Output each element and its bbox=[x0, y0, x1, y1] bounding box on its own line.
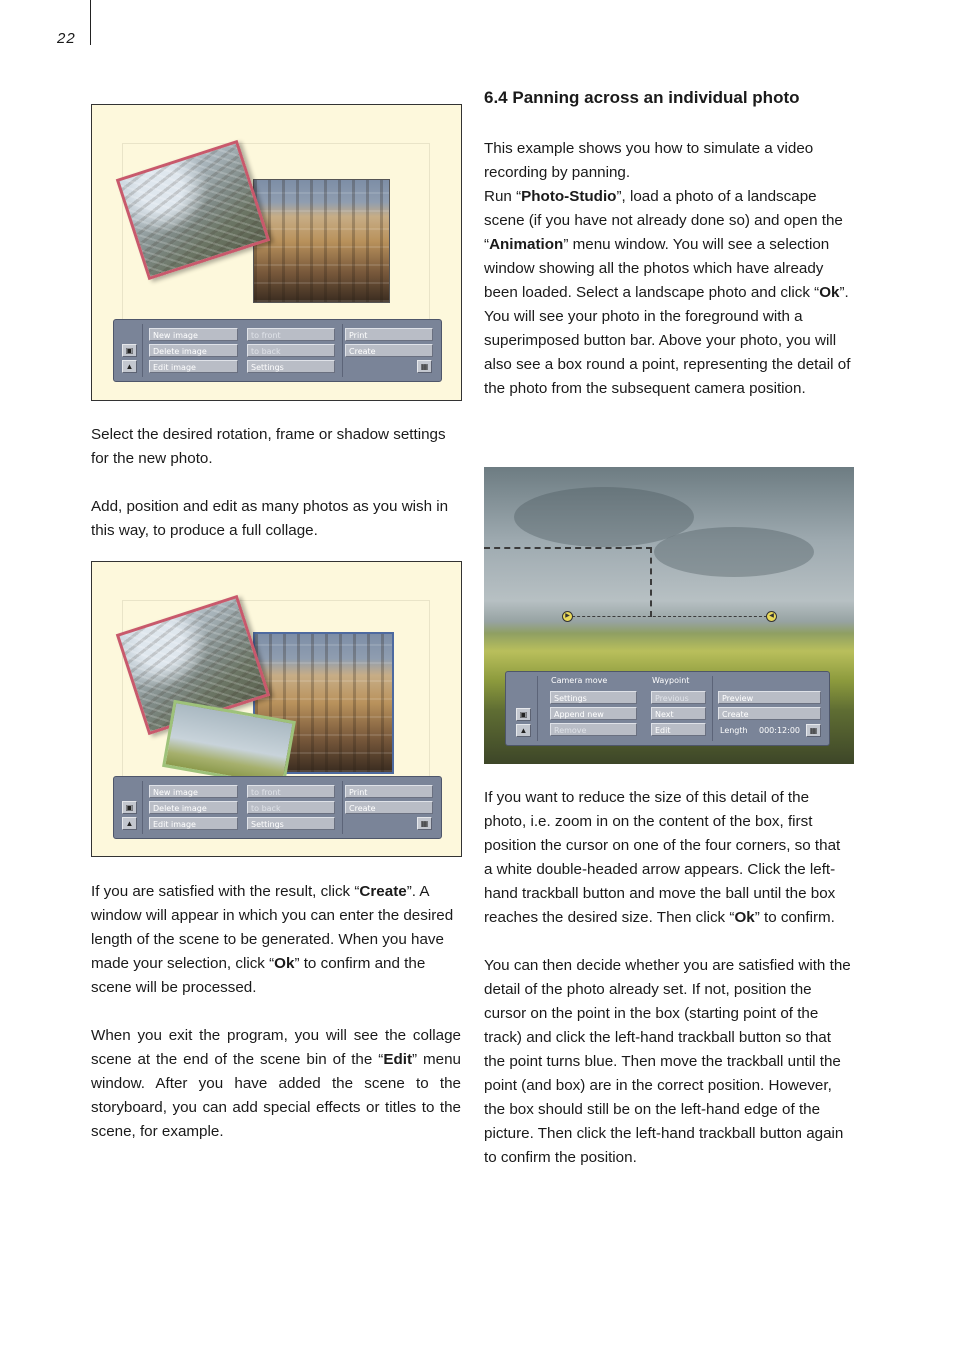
edit-button[interactable]: Edit bbox=[651, 723, 706, 736]
paragraph-exit: When you exit the program, you will see the collage scene at the end of the scene bin of the “Edit” menu window. After you have added the scene to the storyboard, you can add special effects or titles to the scene, for example. bbox=[91, 1027, 461, 1140]
building-photo bbox=[253, 179, 390, 303]
collage-toolbar bbox=[113, 776, 442, 839]
animation-toolbar bbox=[505, 671, 830, 746]
play-marker-icon[interactable]: ▶ bbox=[562, 611, 573, 622]
square-icon[interactable]: ▣ bbox=[122, 801, 137, 814]
delete-image-button[interactable]: Delete image bbox=[149, 801, 238, 814]
to-back-button[interactable]: to back bbox=[247, 344, 335, 357]
next-button[interactable]: Next bbox=[651, 707, 706, 720]
camera-move-label: Camera move bbox=[551, 676, 608, 685]
settings-button[interactable]: Settings bbox=[247, 817, 335, 830]
length-value[interactable]: 000:12:00 bbox=[759, 726, 801, 735]
grid-icon[interactable]: ▦ bbox=[417, 817, 432, 830]
toolbar-separator bbox=[537, 676, 538, 741]
paragraph-rotation: Select the desired rotation, frame or shadow settings for the new photo. bbox=[91, 426, 446, 467]
arrows-icon[interactable]: ▲ bbox=[122, 817, 137, 830]
to-front-button[interactable]: to front bbox=[247, 328, 335, 341]
to-front-button[interactable]: to front bbox=[247, 785, 335, 798]
section-title: 6.4 Panning across an individual photo bbox=[484, 88, 800, 107]
right-text-bottom bbox=[484, 786, 852, 1170]
header-rule bbox=[90, 0, 91, 45]
collage-screenshot-2 bbox=[91, 561, 462, 857]
paragraph-create: If you are satisfied with the result, click “Create”. A window will appear in which you can enter the desired length of the scene to be generated. When you have made your selection, click “Ok” to confirm and the scene will be processed. bbox=[91, 883, 454, 996]
preview-button[interactable]: Preview bbox=[718, 691, 821, 704]
ok-keyword: Ok bbox=[819, 284, 840, 301]
collage-toolbar bbox=[113, 319, 442, 382]
paragraph-intro: This example shows you how to simulate a video recording by panning. Run “Photo-Studio”, load a photo of a landscape scene (if you have not already done so) and open the “Animation” menu window. You will see a selection window showing all the photos which have already been loaded. Select a landscape photo and click “Ok”. You will see your photo in the foreground with a superimposed button bar. Above your photo, you will also see a box round a point, representing the detail of the photo from the subsequent camera position. bbox=[484, 140, 851, 397]
toolbar-separator bbox=[342, 324, 343, 377]
print-button[interactable]: Print bbox=[345, 328, 433, 341]
create-button[interactable]: Create bbox=[345, 344, 433, 357]
edit-image-button[interactable]: Edit image bbox=[149, 817, 238, 830]
right-text-intro bbox=[484, 137, 852, 401]
remove-button[interactable]: Remove bbox=[550, 723, 637, 736]
page-number: 22 bbox=[57, 30, 76, 47]
previous-button[interactable]: Previous bbox=[651, 691, 706, 704]
new-image-button[interactable]: New image bbox=[149, 785, 238, 798]
arrows-icon[interactable]: ▲ bbox=[122, 360, 137, 373]
square-icon[interactable]: ▣ bbox=[122, 344, 137, 357]
paragraph-collage: Add, position and edit as many photos as you wish in this way, to produce a full collage. bbox=[91, 498, 449, 539]
paragraph-zoom: If you want to reduce the size of this detail of the photo, i.e. zoom in on the content of the box, first position the cursor on one of the four corners, so that a white double-headed arrow appears. Click the left-hand trackball button and move the ball until the box reaches the desired size. Then click “Ok” to confirm. bbox=[484, 789, 841, 926]
waypoint-label: Waypoint bbox=[652, 676, 690, 685]
length-label: Length bbox=[720, 726, 748, 735]
edit-image-button[interactable]: Edit image bbox=[149, 360, 238, 373]
edit-keyword: Edit bbox=[383, 1051, 412, 1068]
back-marker-icon[interactable]: ◀ bbox=[766, 611, 777, 622]
animation-screenshot bbox=[484, 467, 854, 764]
camera-detail-box bbox=[484, 547, 652, 617]
left-text-bottom bbox=[91, 880, 461, 1144]
grid-icon[interactable]: ▦ bbox=[806, 724, 821, 737]
photo-studio-keyword: Photo-Studio bbox=[521, 188, 617, 205]
ok-keyword: Ok bbox=[274, 955, 295, 972]
paragraph-track: You can then decide whether you are satisfied with the detail of the photo already set. If not, position the cursor on the point in the box (starting point of the track) and click the left-hand trackball button so that the point turns blue. Then move the trackball until the point (and box) are in the correct position. However, the box should still be on the left-hand edge of the picture. Then click the left-hand trackball button again to confirm the position. bbox=[484, 957, 851, 1166]
delete-image-button[interactable]: Delete image bbox=[149, 344, 238, 357]
grid-icon[interactable]: ▦ bbox=[417, 360, 432, 373]
collage-screenshot-1 bbox=[91, 104, 462, 401]
create-button[interactable]: Create bbox=[345, 801, 433, 814]
camera-track-line bbox=[567, 616, 767, 617]
square-icon[interactable]: ▣ bbox=[516, 708, 531, 721]
ok-keyword: Ok bbox=[734, 909, 755, 926]
toolbar-separator bbox=[712, 676, 713, 741]
toolbar-separator bbox=[142, 781, 143, 834]
toolbar-separator bbox=[142, 324, 143, 377]
create-button[interactable]: Create bbox=[718, 707, 821, 720]
cloud-shape bbox=[654, 527, 814, 577]
append-new-button[interactable]: Append new bbox=[550, 707, 637, 720]
to-back-button[interactable]: to back bbox=[247, 801, 335, 814]
animation-keyword: Animation bbox=[489, 236, 564, 253]
settings-button[interactable]: Settings bbox=[247, 360, 335, 373]
create-keyword: Create bbox=[359, 883, 407, 900]
toolbar-separator bbox=[342, 781, 343, 834]
new-image-button[interactable]: New image bbox=[149, 328, 238, 341]
left-text-top bbox=[91, 423, 461, 543]
print-button[interactable]: Print bbox=[345, 785, 433, 798]
arrows-icon[interactable]: ▲ bbox=[516, 724, 531, 737]
settings-button[interactable]: Settings bbox=[550, 691, 637, 704]
